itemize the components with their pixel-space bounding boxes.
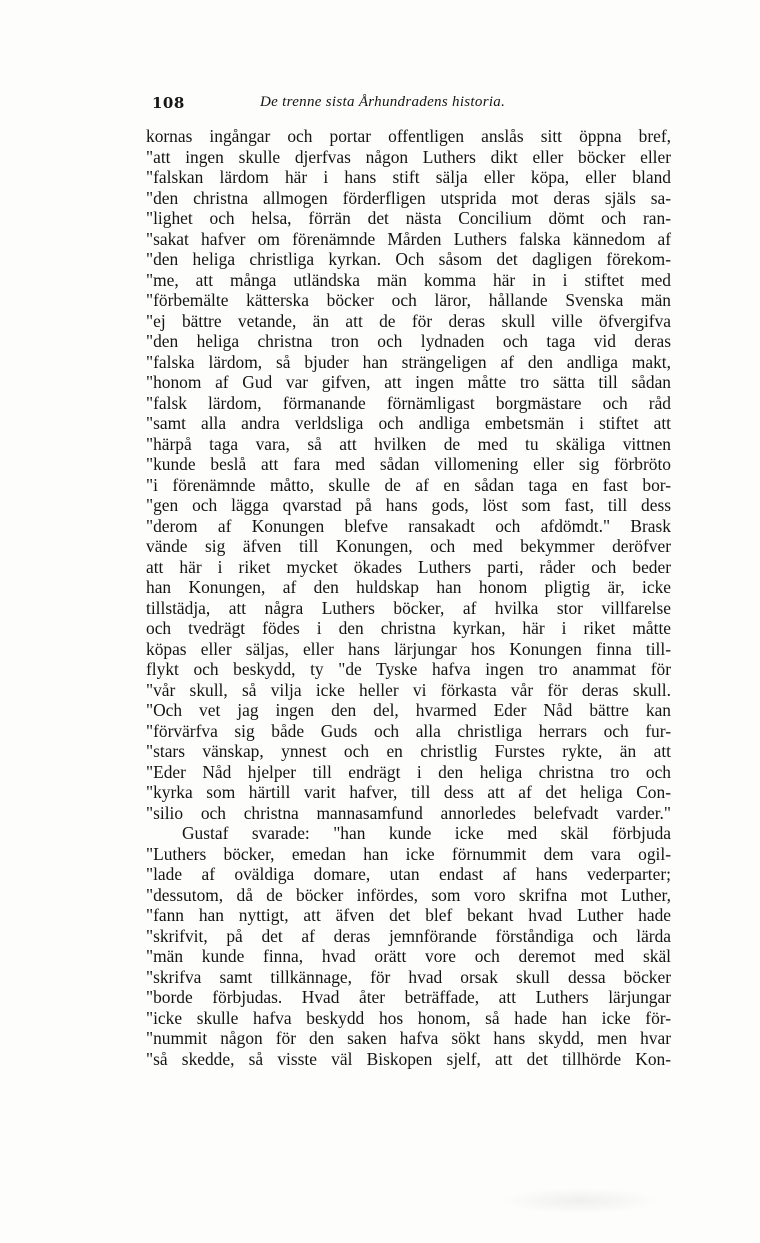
text-line: "så skedde, så visste väl Biskopen sjelf, att det tillhörde Kon- xyxy=(146,1048,671,1069)
text-line: köpas eller säljas, eller hans lärjungar hos Konungen finna till- xyxy=(146,638,671,659)
text-line: "me, att många utländska män komma här in i stiftet med xyxy=(146,269,671,290)
text-line: "icke skulle hafva beskydd hos honom, så hade han icke för- xyxy=(146,1007,671,1028)
text-line: "nummit någon för den saken hafva sökt hans skydd, men hvar xyxy=(146,1028,671,1048)
text-line: "silio och christna mannasamfund annorledes belefvadt varder." xyxy=(146,802,671,823)
text-line: "falsk lärdom, förmanande förnämligast borgmästare och råd xyxy=(146,392,671,413)
text-line: "kunde beslå att fara med sådan villomening eller sig förbröto xyxy=(146,454,671,474)
text-line: "lade af oväldiga domare, utan endast af hans vederparter; xyxy=(146,864,671,884)
text-line: han Konungen, af den huldskap han honom pligtig är, icke xyxy=(146,577,671,597)
text-line: "borde förbjudas. Hvad åter beträffade, att Luthers lärjungar xyxy=(146,987,671,1007)
text-line: vände sig äfven till Konungen, och med bekymmer deröfver xyxy=(146,536,671,556)
text-line: och tvedrägt födes i den christna kyrkan, här i riket måtte xyxy=(146,618,671,638)
text-line: "vår skull, så vilja icke heller vi förkasta vår för deras skull. xyxy=(146,679,671,700)
text-line: "sakat hafver om förenämnde Mården Luthers falska kännedom af xyxy=(146,228,671,249)
text-line: Gustaf svarade: "han kunde icke med skäl förbjuda xyxy=(182,823,671,843)
page-number: 108 xyxy=(152,94,185,112)
text-line: kornas ingångar och portar offentligen anslås sitt öppna bref, xyxy=(146,126,671,146)
text-line: "skrifva samt tillkännage, för hvad orsak skull dessa böcker xyxy=(146,966,671,987)
text-line: att här i riket mycket ökades Luthers parti, råder och beder xyxy=(146,556,671,577)
text-line: "den heliga christna tron och lydnaden och taga vid deras xyxy=(146,331,671,351)
text-line: "derom af Konungen blefve ransakadt och afdömdt." Brask xyxy=(146,515,671,536)
text-line: "kyrka som härtill varit hafver, till dess att af det heliga Con- xyxy=(146,782,671,802)
text-line: "den christna allmogen förderfligen utsprida mot deras själs sa- xyxy=(146,187,671,208)
scan-smudge xyxy=(500,1188,660,1214)
text-line: "ej bättre vetande, än att de för deras skull ville öfvergifva xyxy=(146,310,671,331)
text-line: "honom af Gud var gifven, att ingen måtte tro sätta till sådan xyxy=(146,372,671,392)
text-line: "falska lärdom, så bjuder han strängeligen af den andliga makt, xyxy=(146,351,671,372)
text-line: "i förenämnde måtto, skulle de af en sådan taga en fast bor- xyxy=(146,474,671,495)
running-title: De trenne sista Århundradens historia. xyxy=(260,94,506,110)
text-line: "skrifvit, på det af deras jemnförande förståndiga och lärda xyxy=(146,925,671,946)
text-line: "förbemälte kätterska böcker och läror, hållande Svenska män xyxy=(146,290,671,310)
text-line: tillstädja, att några Luthers böcker, af hvilka stor villfarelse xyxy=(146,597,671,618)
body-text xyxy=(146,126,671,1069)
text-line: "förvärfva sig både Guds och alla christliga herrars och fur- xyxy=(146,720,671,741)
text-line: "härpå taga vara, så att hvilken de med tu skäliga vittnen xyxy=(146,433,671,454)
text-line: "gen och lägga qvarstad på hans gods, löst som fast, till dess xyxy=(146,495,671,515)
text-line: "lighet och helsa, förrän det nästa Concilium dömt och ran- xyxy=(146,208,671,228)
text-line: "män kunde finna, hvad orätt vore och deremot med skäl xyxy=(146,946,671,966)
text-line: flykt och beskydd, ty "de Tyske hafva ingen tro anammat för xyxy=(146,659,671,679)
text-line: "stars vänskap, ynnest och en christlig Furstes rykte, än att xyxy=(146,741,671,761)
text-line: "Eder Nåd hjelper till endrägt i den heliga christna tro och xyxy=(146,761,671,782)
text-line: "falskan lärdom här i hans stift sälja eller köpa, eller bland xyxy=(146,167,671,187)
text-line: "att ingen skulle djerfvas någon Luthers dikt eller böcker eller xyxy=(146,146,671,167)
text-line: "samt alla andra verldsliga och andliga embetsmän i stiftet att xyxy=(146,413,671,433)
text-line: "fann han nyttigt, att äfven det blef bekant hvad Luther hade xyxy=(146,905,671,925)
text-line: "Och vet jag ingen den del, hvarmed Eder Nåd bättre kan xyxy=(146,700,671,720)
text-line: "Luthers böcker, emedan han icke förnummit dem vara ogil- xyxy=(146,843,671,864)
text-line: "den heliga christliga kyrkan. Och såsom det dagligen förekom- xyxy=(146,249,671,269)
text-line: "dessutom, då de böcker infördes, som voro skrifna mot Luther, xyxy=(146,884,671,905)
running-head xyxy=(152,94,672,116)
